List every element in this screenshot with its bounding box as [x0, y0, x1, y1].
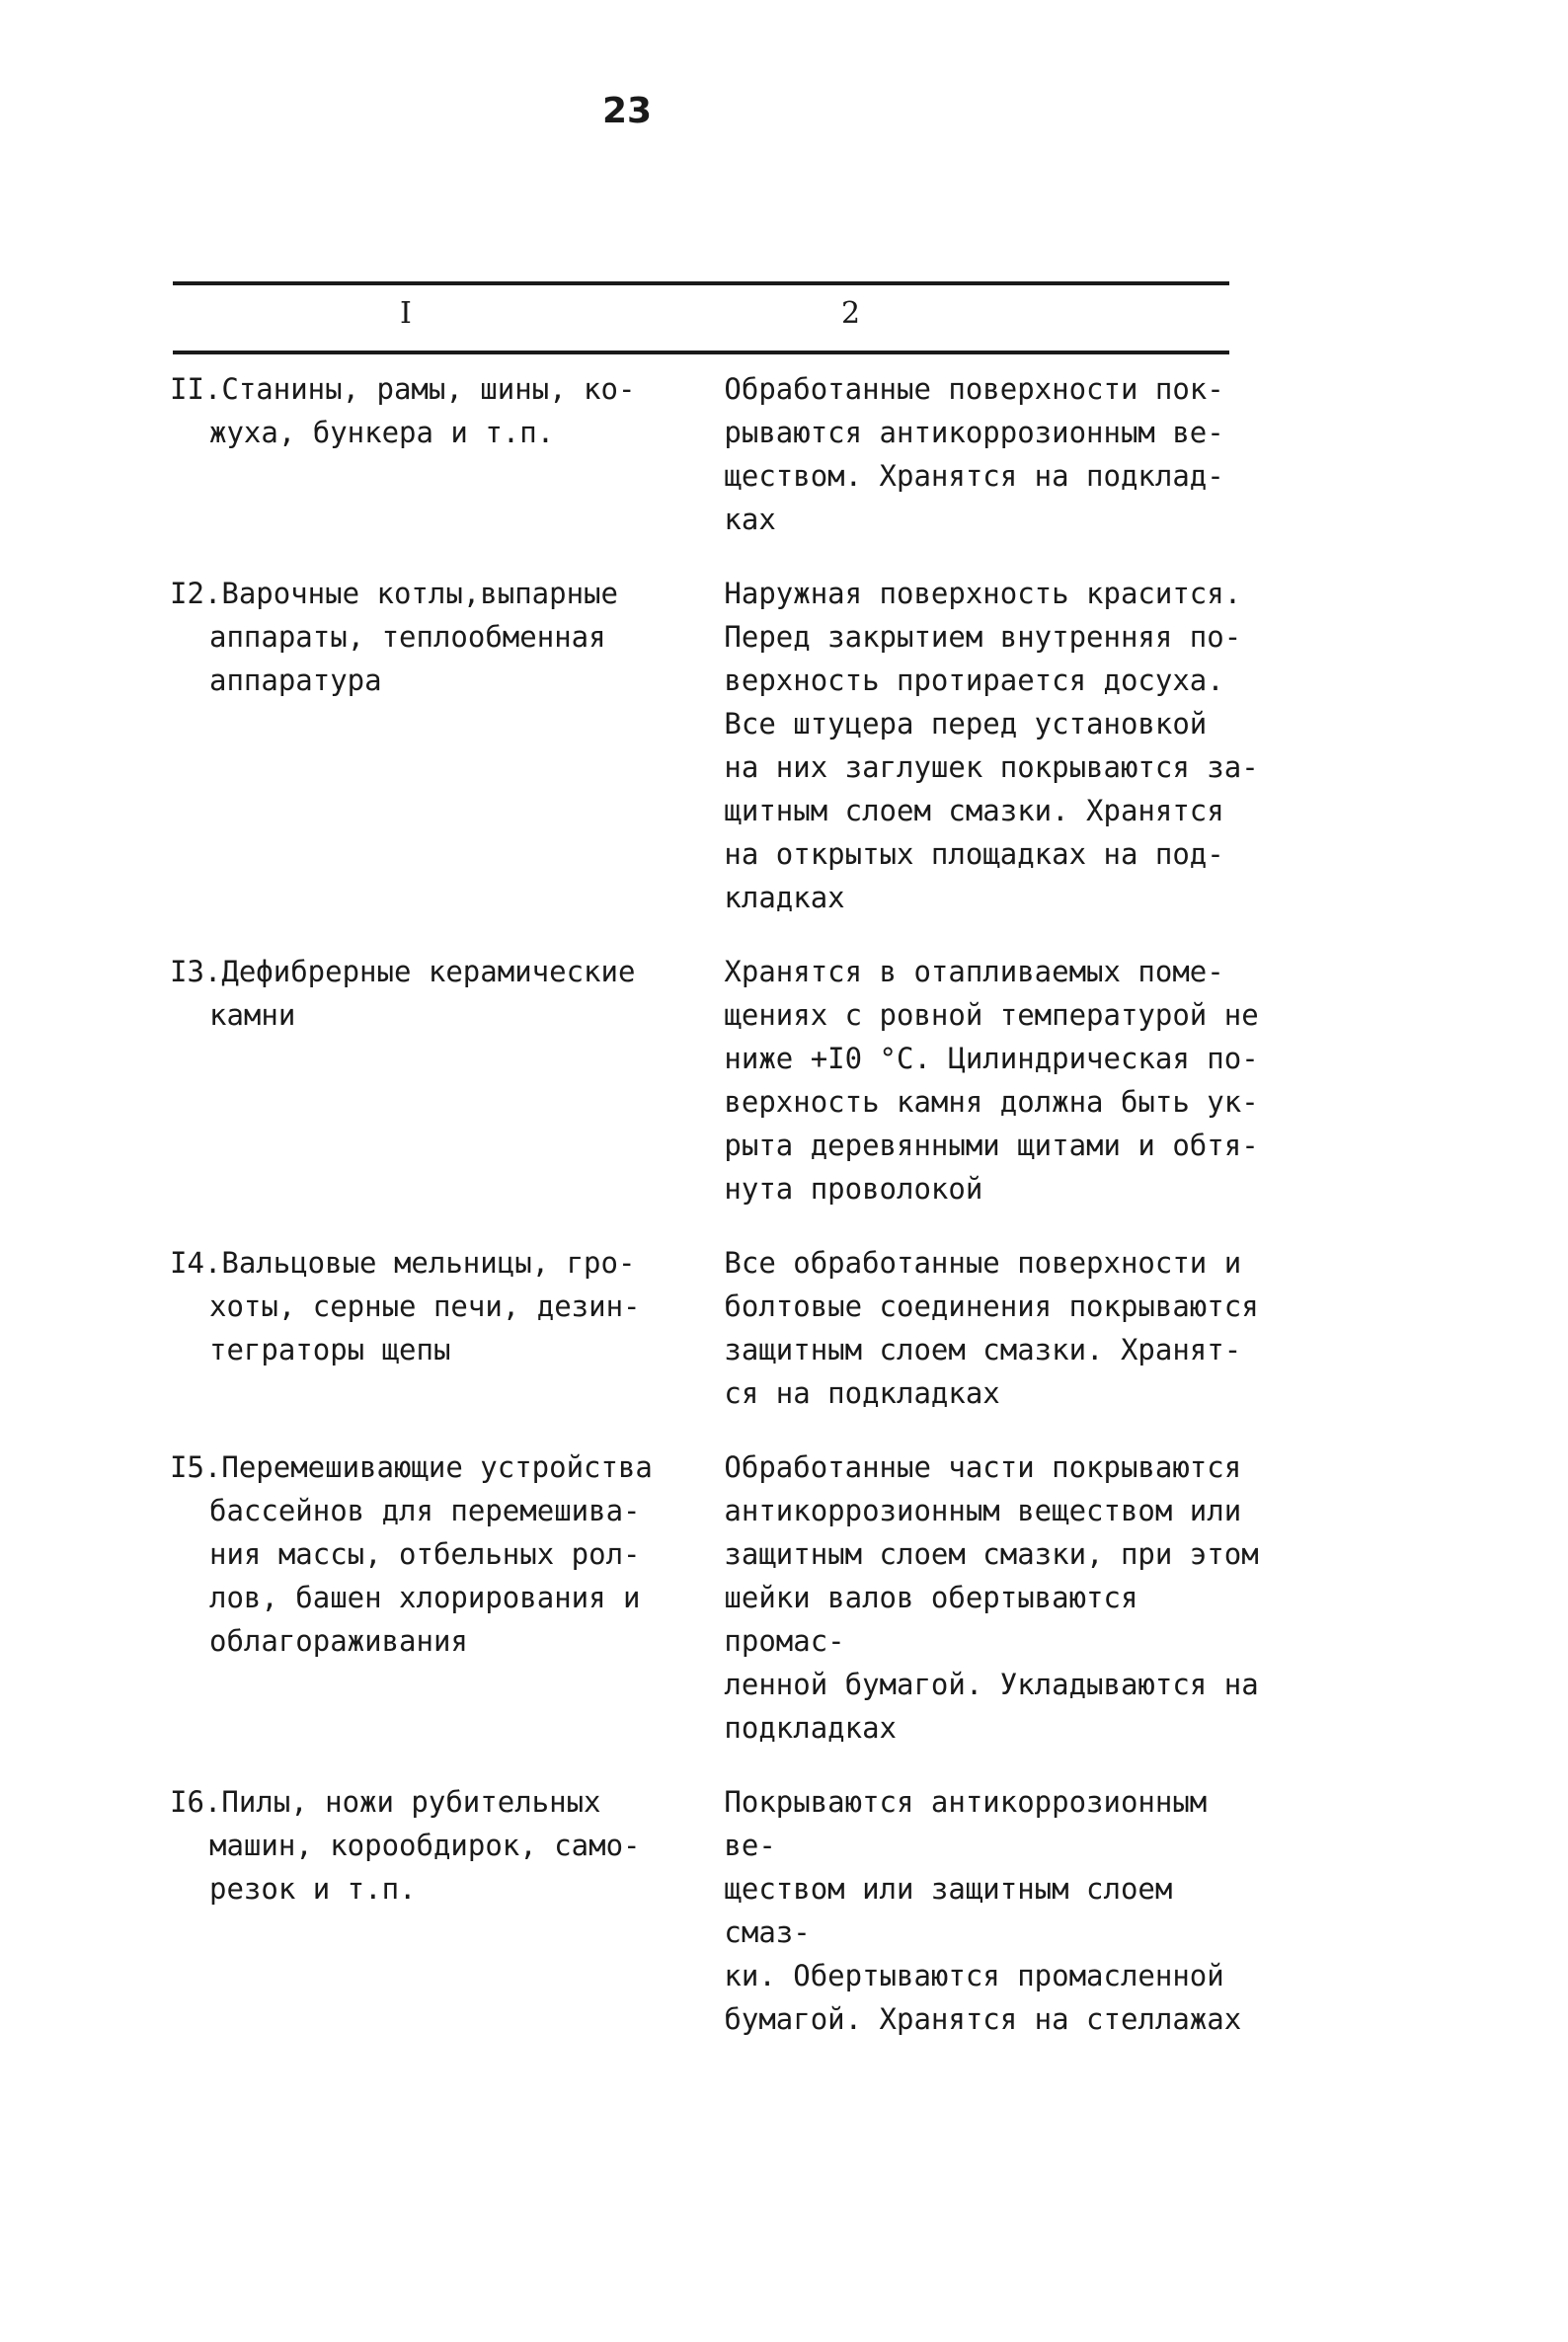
storage-cell: Все обработанные поверхности и болтовые соединения покрываются защитным слоем смазки. Хранят- ся на подкладках: [724, 1246, 1259, 1410]
item-cell: I2.Варочные котлы,выпарные аппараты, теплообменная аппаратура: [170, 577, 618, 697]
table-row: [170, 1445, 1266, 1750]
table-header-rule: [173, 351, 1229, 354]
storage-cell: Обработанные части покрываются антикоррозионным веществом или защитным слоем смазки, при этом шейки валов обертываются промас- ленной бумагой. Укладываются на подкладках: [724, 1450, 1259, 1745]
table-body: [170, 367, 1266, 2071]
page-number: 23: [601, 91, 653, 131]
column-header-1: I: [400, 296, 412, 331]
table-row: [170, 367, 1266, 541]
storage-cell: Покрываются антикоррозионным ве- ществом или защитным слоем смаз- ки. Обертываются промасленной бумагой. Хранятся на стеллажах: [724, 1785, 1242, 2036]
table-row: [170, 572, 1266, 919]
storage-cell: Обработанные поверхности пок- рываются антикоррозионным ве- ществом. Хранятся на подклад- ках: [724, 372, 1224, 536]
table-row: [170, 950, 1266, 1210]
table-row: [170, 1780, 1266, 2041]
item-cell: I3.Дефибрерные керамические камни: [170, 955, 636, 1032]
table-row: [170, 1241, 1266, 1415]
table-top-rule: [173, 281, 1229, 285]
storage-cell: Наружная поверхность красится. Перед закрытием внутренняя по- верхность протирается досуха. Все штуцера перед установкой на них заглушек покрываются за- щитным слоем смазки. Хранятся на открытых площадках на под- кладках: [724, 577, 1259, 914]
storage-cell: Хранятся в отапливаемых поме- щениях с ровной температурой не ниже +I0 °С. Цилиндрическая по- верхность камня должна быть ук- рыта деревянными щитами и обтя- нута проволокой: [724, 955, 1259, 1206]
column-header-2: 2: [841, 296, 861, 331]
item-cell: I4.Вальцовые мельницы, гро- хоты, серные печи, дезин- теграторы щепы: [170, 1246, 641, 1366]
item-cell: I5.Перемешивающие устройства бассейнов для перемешива- ния массы, отбельных рол- лов, башен хлорирования и облагораживания: [170, 1450, 653, 1658]
item-cell: II.Станины, рамы, шины, ко- жуха, бункера и т.п.: [170, 372, 636, 449]
item-cell: I6.Пилы, ножи рубительных машин, корообдирок, само- резок и т.п.: [170, 1785, 641, 1906]
